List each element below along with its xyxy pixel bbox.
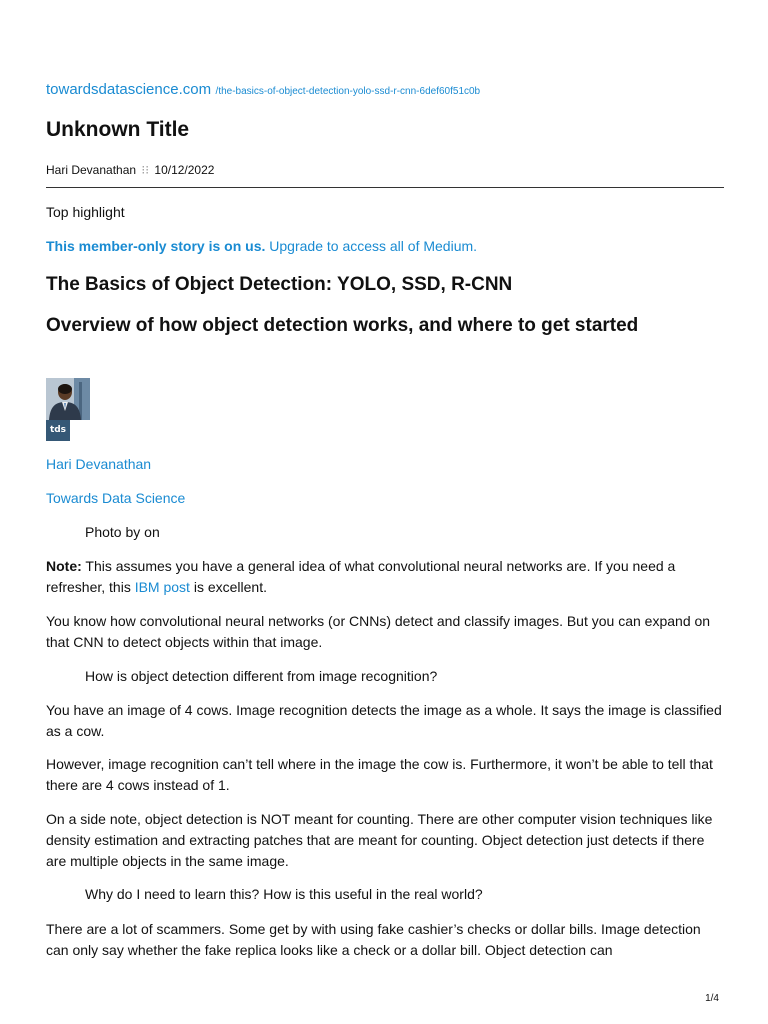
- source-path[interactable]: /the-basics-of-object-detection-yolo-ssd-r-cnn-6def60f51c0b: [215, 86, 481, 97]
- question-heading-1: How is object detection different from image recognition?: [85, 668, 438, 684]
- paragraph-side-note: On a side note, object detection is NOT meant for counting. There are other computer vision techniques like density estimation and extracting patches that are meant for counting. Object detection just detects if there are multiple objects in the same image.: [46, 811, 713, 869]
- note-label: Note:: [46, 558, 82, 574]
- author-photo-icon: [46, 378, 90, 420]
- paragraph-cnn: You know how convolutional neural networks (or CNNs) detect and classify images. But you can expand on that CNN to detect objects within that image.: [46, 613, 711, 650]
- page-number: 1/4: [705, 993, 719, 1004]
- byline-separator: ⁝⁝: [141, 163, 150, 177]
- photo-caption: Photo by on: [85, 524, 160, 540]
- publication-link[interactable]: [46, 488, 724, 509]
- question-heading-2: Why do I need to learn this? How is this useful in the real world?: [85, 886, 483, 902]
- header-divider: [46, 187, 724, 188]
- source-domain[interactable]: towardsdatascience.com: [46, 81, 212, 98]
- byline-author: Hari Devanathan: [46, 163, 137, 177]
- author-name-link[interactable]: Hari Devanathan: [46, 456, 152, 472]
- member-notice-bold: This member-only story is on us.: [46, 238, 266, 254]
- author-link[interactable]: [46, 454, 724, 475]
- note-text-before: This assumes you have a general idea of what convolutional neural networks are. If you need a refresher, this: [46, 558, 676, 595]
- author-avatar[interactable]: [46, 378, 90, 420]
- paragraph-however: However, image recognition can’t tell where in the image the cow is. Furthermore, it won’t be able to tell that there are 4 cows instead of 1.: [46, 756, 713, 793]
- byline-date: 10/12/2022: [154, 163, 215, 177]
- publication-name-link[interactable]: Towards Data Science: [46, 490, 186, 506]
- paragraph-cows: You have an image of 4 cows. Image recognition detects the image as a whole. It says the image is classified as a cow.: [46, 702, 722, 739]
- publication-badge[interactable]: tds: [46, 420, 70, 441]
- note-paragraph: [46, 556, 724, 598]
- article-subheading: Overview of how object detection works, and where to get started: [46, 315, 639, 336]
- ibm-post-link[interactable]: IBM post: [134, 579, 190, 595]
- article-heading: The Basics of Object Detection: YOLO, SSD, R-CNN: [46, 274, 513, 295]
- source-url[interactable]: [46, 81, 480, 99]
- byline: [46, 163, 214, 177]
- upgrade-link[interactable]: Upgrade to access all of Medium.: [265, 238, 478, 254]
- note-text-after: is excellent.: [189, 579, 267, 595]
- member-notice: [46, 236, 724, 257]
- page-title: Unknown Title: [46, 118, 190, 141]
- top-highlight-label: Top highlight: [46, 204, 125, 220]
- paragraph-scammers: There are a lot of scammers. Some get by with using fake cashier’s checks or dollar bills. Image detection can only say whether the fake replica looks like a check or a dollar bill. Object detection can: [46, 921, 701, 958]
